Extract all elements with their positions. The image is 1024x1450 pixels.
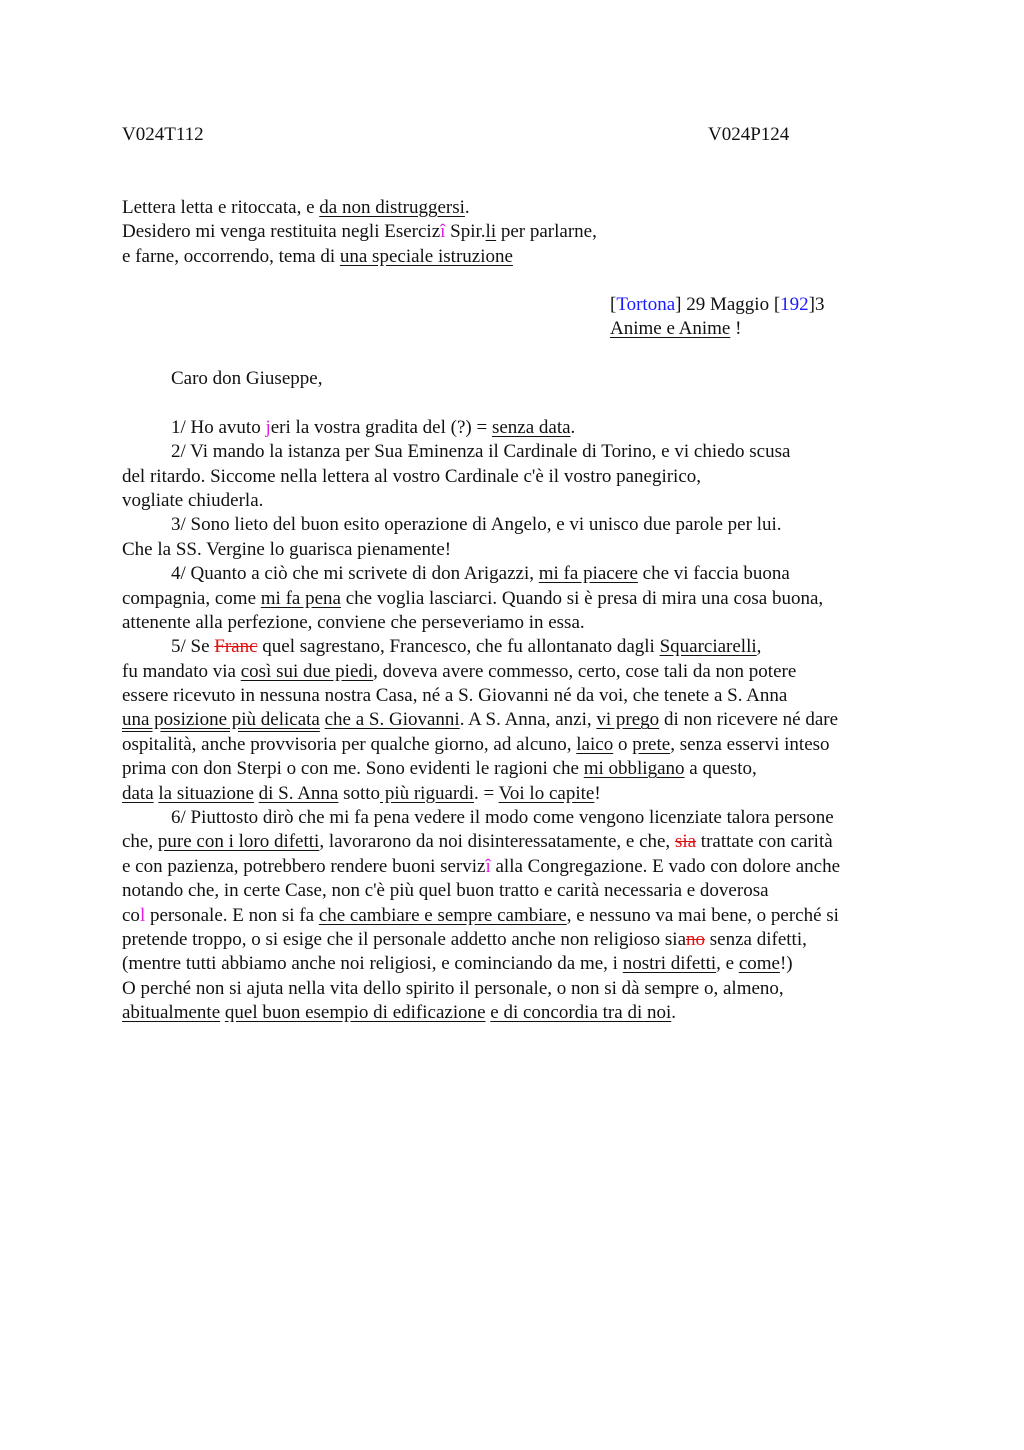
paragraph-6-line: O perché non si ajuta nella vita dello spirito il personale, o non si dà sempre o, almeno, [122,977,784,999]
text: alla Congregazione. E vado con dolore anche [490,855,840,877]
struck-text: sia [674,831,697,853]
text: per parlarne, [496,221,597,243]
text: che vi faccia buona [637,563,790,585]
text: di non ricevere né dare [659,709,839,731]
underlined-text: che a S. Giovanni [324,709,460,731]
highlighted-char: î [485,855,491,877]
text: , doveva avere commesso, certo, cose tali da non potere [373,660,797,682]
text: 4/ Quanto a ciò che mi scrivete di don Arigazzi, [171,563,539,585]
dateline [610,293,825,342]
text: che, [122,831,158,853]
text: . = [474,782,499,804]
paragraph-4-line: attenente alla perfezione, conviene che perseveriamo in essa. [122,611,585,633]
paragraph-2-line: del ritardo. Siccome nella lettera al vostro Cardinale c'è il vostro panegirico, [122,465,702,487]
text: ! [730,318,742,340]
text: quel sagrestano, Francesco, che fu allontanato dagli [257,636,660,658]
underlined-text: senza data [491,416,571,438]
underlined-text: mi fa pena [260,587,341,609]
underlined-text: nostri difetti [622,953,717,975]
highlighted-char: l [139,904,146,926]
paragraph-4-line [122,562,922,586]
paragraph-5-line [122,708,922,732]
year-editorial: 192 [780,294,809,315]
paragraph-6-line: notando che, in certe Case, non c'è più quel buon tratto e carità necessaria e doverosa [122,880,769,902]
date-text: ] 29 Maggio [ [675,294,781,315]
paragraph-5-line [122,733,922,757]
underlined-text: pure con i loro difetti [157,831,320,853]
text: eri la vostra gradita del (?) = [270,416,492,438]
underlined-text: li [485,221,497,243]
text: a questo, [684,758,757,780]
text: sotto [338,782,381,804]
paragraph-6-line [122,1001,922,1025]
text: , e nessuno va mai bene, o perché si [566,904,839,926]
paragraph-6-line: 6/ Piuttosto dirò che mi fa pena vedere il modo come vengono licenziate talora persone [171,807,834,829]
underlined-text: che cambiare e sempre cambiare [318,904,567,926]
paragraph-5-line: essere ricevuto in nessuna nostra Casa, né a S. Giovanni né da voi, che tenete a S. Anna [122,685,788,707]
text: Desidero mi venga restituita negli Eserciz [122,221,441,243]
letter-body [122,367,922,1026]
text: . [671,1002,676,1024]
text: . [464,197,470,218]
struck-text: no [686,928,706,950]
text: Lettera letta e ritoccata, e [122,197,320,218]
underlined-text: Voi lo capite [498,782,595,804]
text: e farne, occorrendo, tema di [122,245,340,267]
underlined-text: così sui due piedi [240,660,374,682]
salutation: Caro don Giuseppe, [171,368,323,389]
text: prima con don Sterpi o con me. Sono evidenti le ragioni che [122,758,584,780]
paragraph-1 [122,416,922,440]
underlined-text: abitualmente [122,1002,221,1024]
text: ]3 [808,294,825,315]
text: personale. E non si fa [145,904,319,926]
text: [ [610,294,617,315]
underlined-text: mi fa piacere [538,563,638,585]
underlined-text: prete [632,733,671,755]
underlined-text: quel buon esempio di edificazione [224,1002,486,1024]
underlined-text: da non distruggersi [319,197,465,218]
text: !) [779,953,793,975]
underlined-text: vi prego [596,709,660,731]
text: e con pazienza, potrebbero rendere buoni serviz [122,855,486,877]
text: ospitalità, anche provvisoria per qualche giorno, ad alcuno, [122,733,577,755]
document-code-left: V024T112 [122,124,204,145]
paragraph-5-line [122,782,922,806]
text: che voglia lasciarci. Quando si è presa di mira una cosa buona, [340,587,824,609]
text: , [756,636,762,658]
paragraph-5-line [122,635,922,659]
paragraph-5-line [122,660,922,684]
underlined-text: laico [576,733,614,755]
text: 1/ Ho avuto [171,416,266,438]
underlined-text: mi obbligano [583,758,685,780]
text: Spir. [445,221,486,243]
highlighted-char: î [440,221,446,243]
paragraph-6-line [122,855,922,879]
text: o [613,733,633,755]
underlined-text: di S. Anna [258,782,339,804]
underlined-text: la situazione [158,782,254,804]
underlined-text: una speciale istruzione [339,245,513,267]
underlined-text: Squarciarelli [659,636,757,658]
text: compagnia, come [122,587,261,609]
document-code-right: V024P124 [708,124,790,145]
text: . [570,416,576,438]
paragraph-2-line: vogliate chiuderla. [122,489,264,511]
text: (mentre tutti abbiamo anche noi religiosi, e cominciando da me, i [122,953,623,975]
header-note [122,196,597,269]
text: trattate con carità [696,831,833,853]
place-name: Tortona [616,294,676,315]
paragraph-3-line: 3/ Sono lieto del buon esito operazione di Angelo, e vi unisco due parole per lui. [171,514,782,536]
paragraph-2-line: 2/ Vi mando la istanza per Sua Eminenza il Cardinale di Torino, e vi chiedo scusa [171,441,791,463]
paragraph-4-line [122,587,922,611]
paragraph-5-line [122,757,922,781]
text: . A S. Anna, anzi, [459,709,597,731]
highlighted-char: j [265,416,271,438]
underlined-text: e di concordia tra di noi [490,1002,672,1024]
text: ! [594,782,601,804]
underlined-text: data [122,782,154,804]
underlined-text: come [738,953,780,975]
text: co [122,904,140,926]
text: pretende troppo, o si esige che il personale addetto anche non religioso sia [122,928,687,950]
text: senza difetti, [705,928,807,950]
paragraph-6-line [122,928,922,952]
struck-text: Franc [214,636,258,658]
double-underlined-text: una posizione più delicata [122,709,320,731]
paragraph-3-line: Che la SS. Vergine lo guarisca pienamente! [122,538,452,560]
underlined-text: più riguardi [380,782,474,804]
text: , senza esservi inteso [670,733,830,755]
text: 5/ Se [171,636,215,658]
text: fu mandato via [122,660,241,682]
paragraph-6-line [122,904,922,928]
motto: Anime e Anime [610,318,731,340]
text: , e [716,953,739,975]
paragraph-6-line [122,830,922,854]
paragraph-6-line [122,952,922,976]
text: , lavorarono da noi disinteressatamente, e che, [319,831,675,853]
